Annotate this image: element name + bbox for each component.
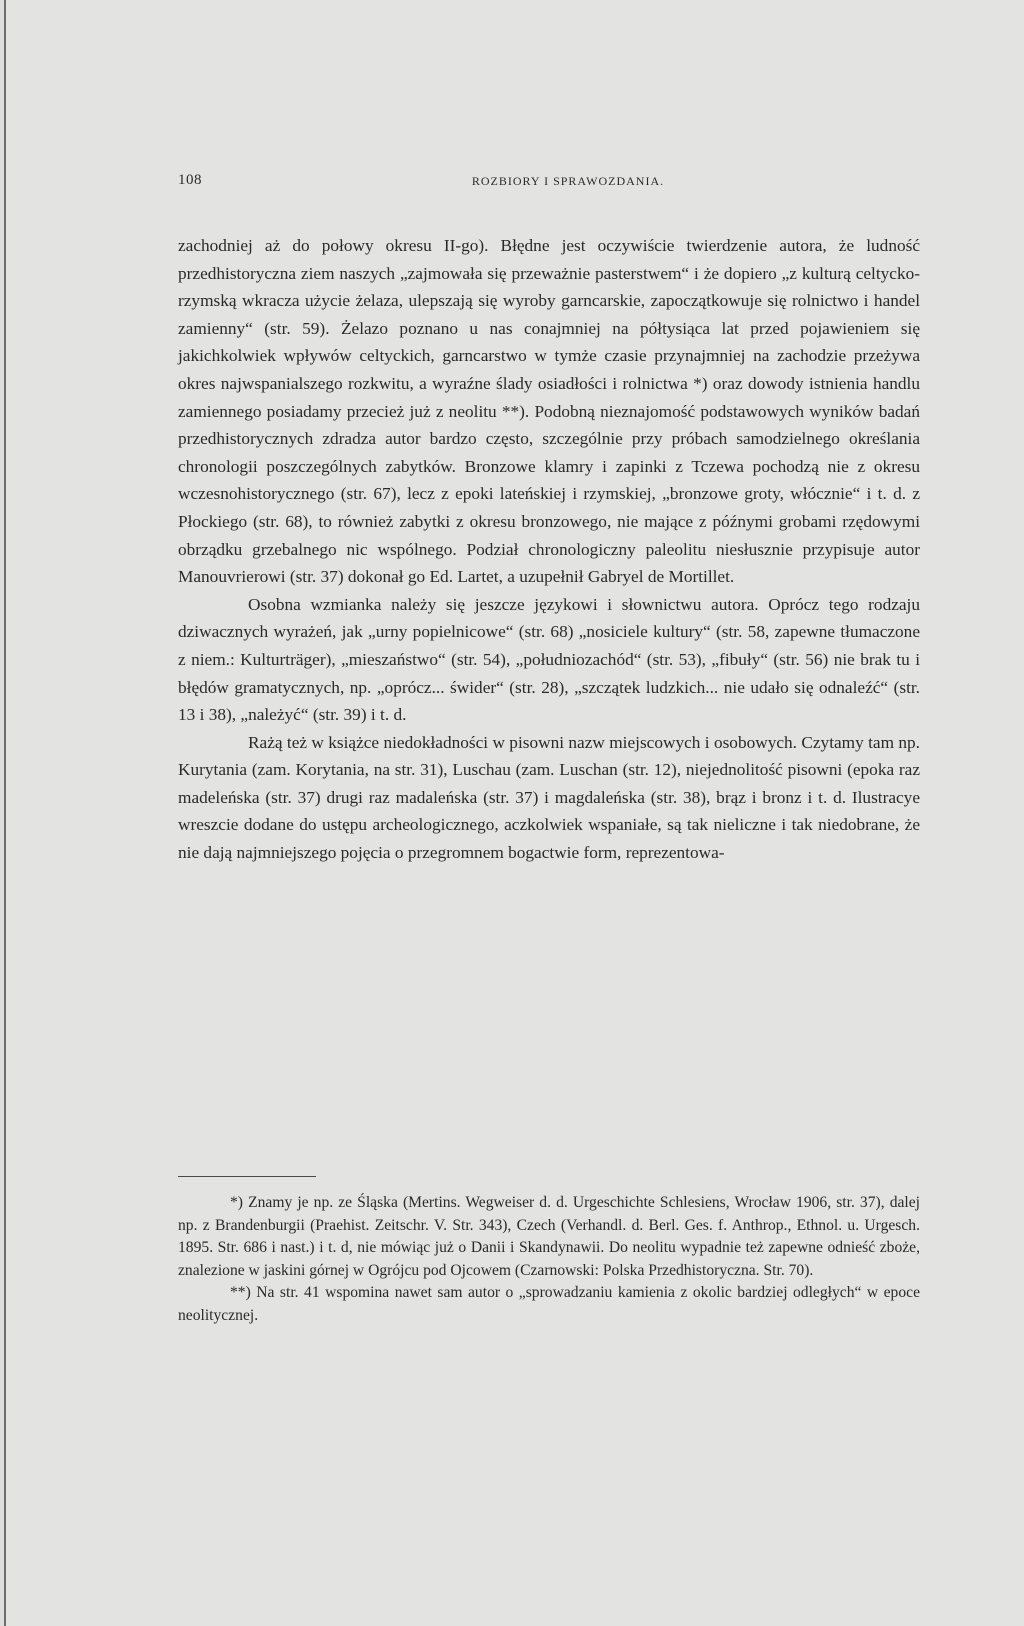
page-number: 108 (178, 172, 202, 188)
footnotes (178, 1192, 920, 1328)
footnote: **) Na str. 41 wspomina nawet sam autor o „sprowadzaniu kamienia z okolic bardziej odległych“ w epoce neolitycznej. (178, 1284, 920, 1324)
main-text (178, 232, 920, 867)
footnote: *) Znamy je np. ze Śląska (Mertins. Wegweiser d. d. Urgeschichte Schlesiens, Wrocław 1906, str. 37), dalej np. z Brandenburgii (Praehist. Zeitschr. V. Str. 343), Czech (Verhandl. d. Berl. Ges. f. Anthrop., Ethnol. u. Urgesch. 1895. Str. 686 i nast.) i t. d, nie mówiąc już o Danii i Skandynawii. Do neolitu wypadnie też zapewne odnieść zboże, znalezione w jaskini górnej w Ogrójcu pod Ojcowem (Czarnowski: Polska Przedhistoryczna. Str. 70). (178, 1194, 920, 1279)
paragraph: Osobna wzmianka należy się jeszcze językowi i słownictwu autora. Oprócz tego rodzaju dziwacznych wyrażeń, jak „urny popielnicowe“ (str. 68) „nosiciele kultury“ (str. 58, zapewne tłumaczone z niem.: Kulturträger), „mieszaństwo“ (str. 54), „południozachód“ (str. 53), „fibuły“ (str. 56) nie brak tu i błędów gramatycznych, np. „oprócz... świder“ (str. 28), „szczątek ludzkich... nie udało się odnaleźć“ (str. 13 i 38), „należyć“ (str. 39) i t. d. (178, 594, 920, 725)
page-header (178, 172, 918, 194)
book-page (4, 0, 1024, 1626)
paragraph: Rażą też w książce niedokładności w pisowni nazw miejscowych i osobowych. Czytamy tam np. Kurytania (zam. Korytania, na str. 31), Luschau (zam. Luschan (str. 12), niejednolitość pisowni (epoka raz madeleńska (str. 37) drugi raz madaleńska (str. 37) i magdaleńska (str. 38), brąz i bronz i t. d. Ilustracye wreszcie dodane do ustępu archeologicznego, aczkolwiek wspaniałe, są tak nieliczne i tak niedobrane, że nie dają najmniejszego pojęcia o przegromnem bogactwie form, reprezentowa- (178, 732, 920, 863)
running-head: ROZBIORY I SPRAWOZDANIA. (471, 174, 665, 188)
paragraph: zachodniej aż do połowy okresu II-go). Błędne jest oczywiście twierdzenie autora, że ludność przedhistoryczna ziem naszych „zajmowała się przeważnie pasterstwem“ i że dopiero „z kulturą celtycko-rzymską wkracza użycie żelaza, ulepszają się wyroby garncarskie, zapoczątkowuje się rolnictwo i handel zamienny“ (str. 59). Żelazo poznano u nas conajmniej na półtysiąca lat przed pojawieniem się jakichkolwiek wpływów celtyckich, garncarstwo w tymże czasie przynajmniej na zachodzie przeżywa okres najwspanialszego rozkwitu, a wyraźne ślady osiadłości i rolnictwa *) oraz dowody istnienia handlu zamiennego posiadamy przecież już z neolitu **). Podobną nieznajomość podstawowych wyników badań przedhistorycznych zdradza autor bardzo często, szczególnie przy próbach samodzielnego określania chronologii poszczególnych zabytków. Bronzowe klamry i zapinki z Tczewa pochodzą nie z okresu wczesnohistorycznego (str. 67), lecz z epoki lateńskiej i rzymskiej, „bronzowe groty, włócznie“ i t. d. z Płockiego (str. 68), to również zabytki z okresu bronzowego, nie mające z późnymi grobami rzędowymi obrządku grzebalnego nic wspólnego. Podział chronologiczny paleolitu niesłusznie przypisuje autor Manouvrierowi (str. 37) dokonał go Ed. Lartet, a uzupełnił Gabryel de Mortillet. (178, 236, 920, 587)
footnote-separator (178, 1176, 316, 1177)
